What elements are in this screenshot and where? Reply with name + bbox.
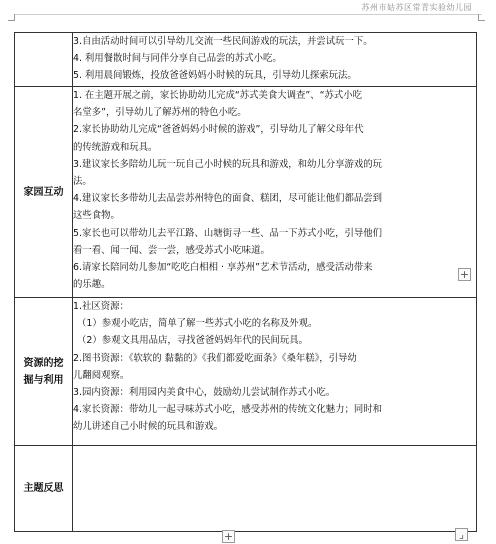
row-content-cell	[73, 298, 477, 446]
content-line: 儿翻阅观察。	[73, 369, 130, 381]
label-line: 掘与利用	[23, 374, 64, 386]
content-line: 名堂多”，引导幼儿了解苏州的特色小吃。	[73, 107, 247, 119]
table-row	[15, 87, 477, 298]
document-table	[14, 32, 477, 532]
content-line: 2.图书资源：《软软的 黏黏的》《我们都爱吃面条》《桑年糕》，引导幼	[73, 352, 357, 364]
content-line: 看一看、闻一闻、尝一尝，感受苏式小吃味道。	[73, 244, 270, 256]
table-row	[15, 33, 477, 87]
table-row	[15, 298, 477, 446]
content-line: 的传统游戏和玩具。	[73, 141, 158, 153]
add-row-button[interactable]: +	[459, 268, 470, 281]
row-content-cell	[73, 33, 477, 87]
row-label-resources	[15, 298, 73, 446]
label-line: 资源的挖	[23, 357, 64, 369]
content-line: 法。	[73, 176, 92, 188]
table-resize-handle-icon[interactable]: ⌟	[455, 528, 468, 541]
row-content-cell-empty[interactable]	[73, 446, 477, 532]
content-line: 4. 利用餐散时间与同伴分享自己品尝的苏式小吃。	[73, 53, 282, 65]
content-line: （1）参观小吃店，简单了解一些苏式小吃的名称及外观。	[77, 318, 318, 330]
content-line: 3.园内资源：利用园内美食中心，鼓励幼儿尝试制作苏式小吃。	[73, 387, 336, 399]
content-line: 4.建议家长多带幼儿去品尝苏州特色的面食、糕团，尽可能让他们都品尝到	[73, 193, 382, 205]
content-line: 6.请家长陪同幼儿参加“吃吃白相相 · 享苏州”艺术节活动，感受活动带来	[73, 262, 373, 274]
content-line: 的乐趣。	[73, 279, 111, 291]
page-header: 苏州市姑苏区常青实验幼儿园	[361, 3, 472, 12]
content-line: （2）参观文具用品店，寻找爸爸妈妈年代的民间玩具。	[77, 335, 308, 347]
content-line: 3.自由活动时间可以引导幼儿交流一些民间游戏的玩法，并尝试玩一下。	[73, 36, 373, 47]
table-row	[15, 446, 477, 532]
content-line: 4.家长资源：带幼儿一起寻味苏式小吃，感受苏州的传统文化魅力；同时和	[73, 404, 382, 416]
row-label-cell	[15, 33, 73, 87]
content-line: 5.家长也可以带幼儿去平江路、山塘街寻一些、品一下苏式小吃，引导他们	[73, 227, 382, 239]
content-line: 这些食物。	[73, 210, 120, 222]
margin-corner-mark	[478, 14, 485, 21]
content-line: 3.建议家长多陪幼儿玩一玩自己小时候的玩具和游戏，和幼儿分享游戏的玩	[73, 158, 382, 170]
row-content-cell	[73, 87, 477, 298]
content-line: 1.社区资源：	[73, 301, 129, 312]
content-line: 1. 在主题开展之前，家长协助幼儿完成“苏式美食大调查”、“苏式小吃	[73, 90, 362, 101]
margin-corner-mark	[8, 14, 15, 21]
row-label-home-school: 家园互动	[15, 87, 73, 298]
content-line: 2.家长协助幼儿完成“爸爸妈妈小时候的游戏”，引导幼儿了解父母年代	[73, 124, 364, 136]
header-rule	[14, 14, 482, 15]
add-column-button[interactable]: +	[223, 530, 234, 543]
content-line: 5. 利用晨间锻炼，投放爸爸妈妈小时候的玩具，引导幼儿探索玩法。	[73, 70, 357, 82]
content-line: 幼儿讲述自己小时候的玩具和游戏。	[73, 421, 224, 433]
row-label-reflection: 主题反思	[15, 446, 73, 532]
